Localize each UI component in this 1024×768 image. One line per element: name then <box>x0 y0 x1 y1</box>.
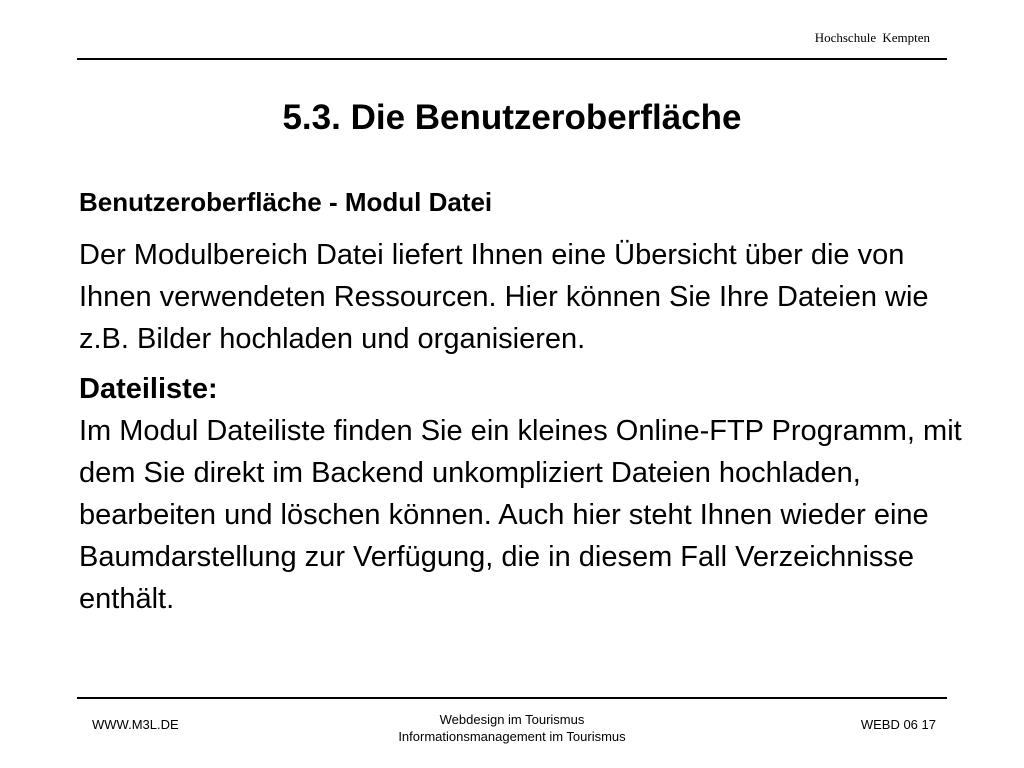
footer-slide-ref: WEBD 06 17 <box>860 717 936 732</box>
footer-website: WWW.M3L.DE <box>92 717 179 732</box>
slide-title: 5.3. Die Benutzeroberfläche <box>282 98 742 137</box>
header-organization: Hochschule Kempten <box>814 30 930 45</box>
footer-divider <box>77 697 947 699</box>
intro-paragraph: Der Modulbereich Datei liefert Ihnen eine Übersicht über die von Ihnen verwendeten Ressourcen. Hier können Sie Ihre Dateien wie z.B. Bilder hochladen und organisieren. <box>79 239 929 355</box>
footer-course-line1: Webdesign im Tourismus <box>439 712 585 727</box>
section-heading: Dateiliste: <box>79 373 218 405</box>
footer-course <box>362 711 662 745</box>
slide-subtitle: Benutzeroberfläche - Modul Datei <box>79 187 493 217</box>
header-divider <box>77 58 947 60</box>
footer-course-line2: Informationsmanagement im Tourismus <box>398 729 626 744</box>
section-paragraph: Im Modul Dateiliste finden Sie ein kleines Online-FTP Programm, mit dem Sie direkt im Backend unkompliziert Dateien hochladen, bearbeiten und löschen können. Auch hier steht Ihnen wieder eine Baumdarstellung zur Verfügung, die in diesem Fall Verzeichnisse enthält. <box>79 415 962 615</box>
slide-content <box>79 182 969 628</box>
